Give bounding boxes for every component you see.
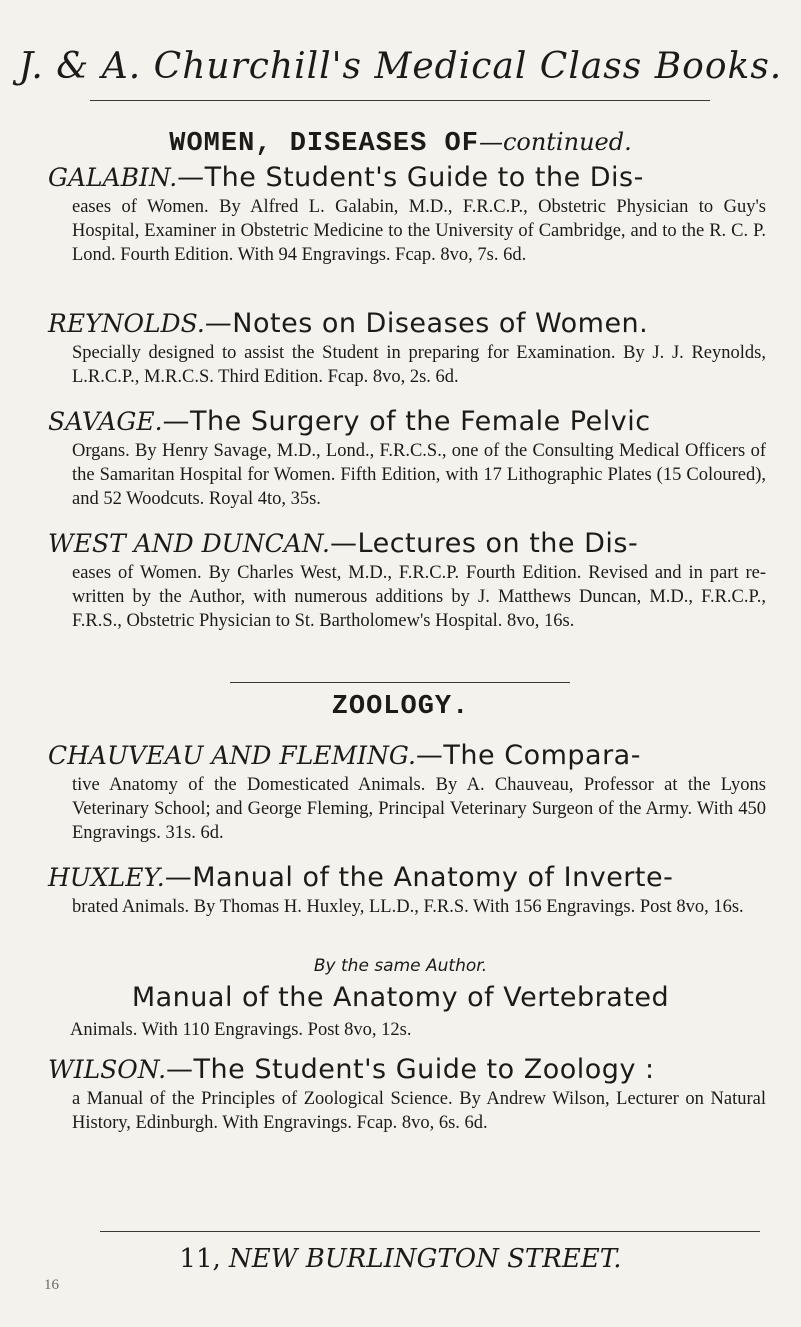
- entry-title: —Notes on Diseases of Women.: [204, 308, 649, 339]
- page-number: 16: [44, 1277, 59, 1293]
- entry-title: —The Student's Guide to the Dis-: [177, 162, 644, 193]
- entry-chauveau-fleming: [48, 738, 766, 845]
- entry-author: WILSON.: [48, 1055, 167, 1084]
- entry-description: brated Animals. By Thomas H. Huxley, LL.D., F.R.S. With 156 Engravings. Post 8vo, 16s.: [72, 897, 744, 917]
- running-head: J. & A. Churchill's Medical Class Books.: [18, 46, 783, 87]
- entry-author: HUXLEY.: [48, 863, 165, 892]
- entry-savage: [48, 404, 766, 511]
- entry-author: SAVAGE.: [48, 407, 163, 436]
- entry-huxley: [48, 860, 766, 919]
- entry-description: Organs. By Henry Savage, M.D., Lond., F.R.C.S., one of the Consulting Medical Officers of the Samaritan Hospital for Women. Fifth Edition, with 17 Lithographic Plates (15 Coloured), and 52 Woodcuts. Royal 4to, 35s.: [72, 441, 766, 509]
- entry-title: —The Surgery of the Female Pelvic: [162, 406, 651, 437]
- entry-author: WEST AND DUNCAN.: [48, 529, 331, 558]
- entry-title: —Manual of the Anatomy of Inverte-: [164, 862, 674, 893]
- same-author-byline: By the same Author.: [313, 956, 488, 976]
- entry-title: Manual of the Anatomy of Vertebrated: [131, 982, 670, 1013]
- entry-west-duncan: [48, 526, 766, 633]
- entry-description: eases of Women. By Alfred L. Galabin, M.D., F.R.C.P., Obstetric Physician to Guy's Hospital, Examiner in Obstetric Medicine to the University of Cambridge, and to the R. C. P. Lond. Fourth Edition. With 94 Engravings. Fcap. 8vo, 7s. 6d.: [72, 197, 766, 265]
- entry-author: GALABIN.: [48, 163, 178, 192]
- address-street: NEW BURLINGTON STREET.: [229, 1244, 622, 1274]
- entry-description: tive Anatomy of the Domesticated Animals. By A. Chauveau, Professor at the Lyons Veterinary School; and George Fleming, Principal Veterinary Surgeon of the Army. With 450 Engravings. 31s. 6d.: [72, 775, 766, 843]
- publisher-address: [0, 1244, 801, 1274]
- section-title-women: [0, 128, 801, 159]
- section-title-women-text: WOMEN, DISEASES OF: [169, 129, 479, 159]
- entry-description: Animals. With 110 Engravings. Post 8vo, 12s.: [70, 1020, 412, 1040]
- entry-galabin: [48, 160, 766, 267]
- entry-wilson: [48, 1052, 766, 1135]
- entry-description: eases of Women. By Charles West, M.D., F.R.C.P. Fourth Edition. Revised and in part re-written by the Author, with numerous additions by J. Matthews Duncan, M.D., F.R.C.P., F.R.S., Obstetric Physician to St. Bartholomew's Hospital. 8vo, 16s.: [72, 563, 766, 631]
- entry-title: —The Student's Guide to Zoology :: [166, 1054, 655, 1085]
- entry-description: Specially designed to assist the Student in preparing for Examination. By J. J. Reynolds, L.R.C.P., M.R.C.S. Third Edition. Fcap. 8vo, 2s. 6d.: [72, 343, 766, 387]
- section-continued-label: —continued.: [478, 128, 632, 156]
- entry-reynolds: [48, 306, 766, 389]
- footer-rule: [100, 1231, 760, 1232]
- section-divider: [230, 682, 570, 683]
- entry-author: REYNOLDS.: [48, 309, 205, 338]
- section-title-zoology: ZOOLOGY.: [331, 692, 470, 722]
- header-rule: [90, 100, 710, 101]
- entry-description: a Manual of the Principles of Zoological Science. By Andrew Wilson, Lecturer on Natural History, Edinburgh. With Engravings. Fcap. 8vo, 6s. 6d.: [72, 1089, 766, 1133]
- entry-title: —Lectures on the Dis-: [330, 528, 639, 559]
- entry-title: —The Compara-: [415, 740, 641, 771]
- address-number: 11,: [179, 1244, 221, 1274]
- entry-author: CHAUVEAU AND FLEMING.: [48, 741, 416, 770]
